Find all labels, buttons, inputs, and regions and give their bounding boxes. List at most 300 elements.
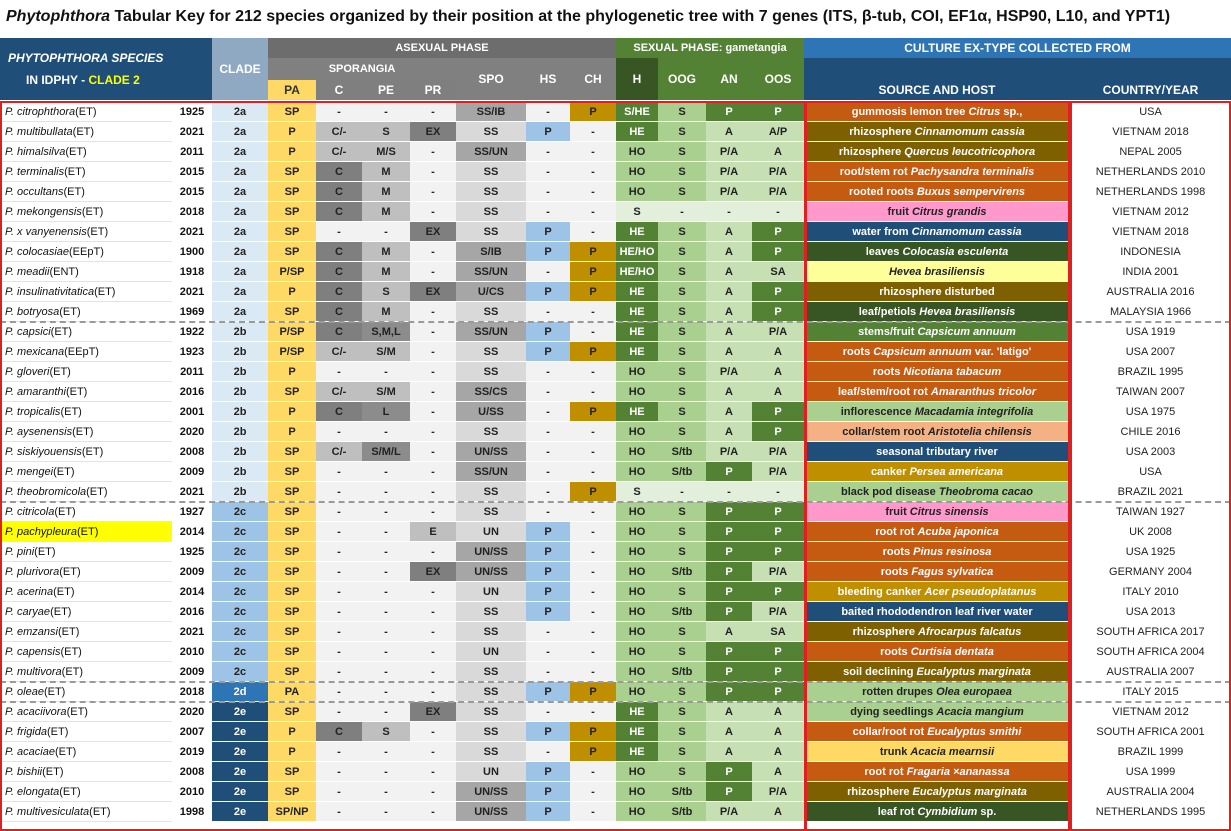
c-cell: - — [316, 222, 362, 241]
source-host — [806, 182, 1068, 201]
type-tag: (ET) — [54, 505, 76, 518]
source-host — [806, 302, 1068, 321]
year: 2016 — [172, 382, 212, 401]
c-cell: - — [316, 662, 362, 681]
pa-cell: P — [268, 122, 316, 141]
pr-cell: - — [410, 242, 456, 261]
source-host — [806, 482, 1068, 501]
oos-cell: P/A — [752, 782, 804, 801]
spo-cell: SS — [456, 202, 526, 221]
year: 2010 — [172, 782, 212, 801]
spo-cell: SS — [456, 342, 526, 361]
pe-cell: M — [362, 182, 410, 201]
h-cell: HE — [616, 342, 658, 361]
species-binomial: P. mengei — [5, 465, 54, 478]
type-tag: (ET) — [58, 625, 80, 638]
header-culture: CULTURE EX-TYPE COLLECTED FROM — [804, 38, 1231, 58]
spo-cell: UN/SS — [456, 442, 526, 461]
pa-cell: P/SP — [268, 322, 316, 341]
host-name: Buxus sempervirens — [916, 185, 1026, 198]
source-text: inflorescence — [840, 405, 915, 418]
pe-cell: - — [362, 522, 410, 541]
type-tag: (ET) — [89, 805, 111, 818]
country-year: CHILE 2016 — [1072, 422, 1229, 441]
pa-cell: SP — [268, 502, 316, 521]
pe-cell: S/M — [362, 342, 410, 361]
species-binomial: P. gloveri — [5, 365, 50, 378]
hs-cell: - — [526, 382, 570, 401]
oog-cell: S — [658, 322, 706, 341]
clade-cell: 2b — [212, 382, 268, 401]
host-name: Citrus grandis — [911, 205, 987, 218]
pe-cell: - — [362, 622, 410, 641]
an-cell: A — [706, 622, 752, 641]
type-tag: (ET) — [81, 445, 104, 458]
host-name: Acer pseudoplatanus — [924, 585, 1037, 598]
pe-cell: L — [362, 402, 410, 421]
ch-cell: - — [570, 122, 616, 141]
year: 1922 — [172, 322, 212, 341]
hs-cell: P — [526, 602, 570, 621]
country-year: VIETNAM 2018 — [1072, 222, 1229, 241]
year: 2020 — [172, 702, 212, 721]
hs-cell: - — [526, 642, 570, 661]
host-name: Olea europaea — [936, 685, 1012, 698]
type-tag: (EEpT) — [64, 345, 99, 358]
host-name: Macadamia integrifolia — [914, 405, 1034, 418]
pa-cell: P — [268, 142, 316, 161]
year: 1925 — [172, 542, 212, 561]
species-binomial: P. himalsilva — [5, 145, 66, 158]
spo-cell: UN — [456, 762, 526, 781]
c-cell: C — [316, 402, 362, 421]
type-tag: (ET) — [42, 765, 64, 778]
year: 2021 — [172, 222, 212, 241]
year: 2009 — [172, 462, 212, 481]
species-binomial: P. pini — [5, 545, 35, 558]
source-host — [806, 222, 1068, 241]
source-text: rhizosphere — [838, 145, 905, 158]
species-binomial: P. emzansi — [5, 625, 58, 638]
year: 2001 — [172, 402, 212, 421]
pr-cell: - — [410, 442, 456, 461]
species-binomial: P. plurivora — [5, 565, 60, 578]
h-cell: HO — [616, 542, 658, 561]
year: 1900 — [172, 242, 212, 261]
year: 2008 — [172, 762, 212, 781]
pr-cell: - — [410, 682, 456, 701]
oog-cell: S/tb — [658, 442, 706, 461]
oog-cell: S/tb — [658, 782, 706, 801]
h-cell: HO — [616, 762, 658, 781]
source-host — [806, 262, 1068, 281]
c-cell: - — [316, 482, 362, 501]
pa-cell: SP — [268, 222, 316, 241]
source-host — [806, 542, 1068, 561]
country-year: SOUTH AFRICA 2004 — [1072, 642, 1229, 661]
pr-cell: - — [410, 342, 456, 361]
pr-cell: - — [410, 382, 456, 401]
oos-cell: P — [752, 682, 804, 701]
header-species — [0, 38, 212, 100]
an-cell: A — [706, 702, 752, 721]
hs-cell: P — [526, 762, 570, 781]
ch-cell: - — [570, 762, 616, 781]
oog-cell: S — [658, 702, 706, 721]
pa-cell: SP — [268, 522, 316, 541]
source-text: fruit — [887, 205, 912, 218]
oog-cell: S/tb — [658, 662, 706, 681]
hs-cell: - — [526, 622, 570, 641]
clade-cell: 2b — [212, 342, 268, 361]
species-name — [0, 522, 172, 541]
year: 2019 — [172, 742, 212, 761]
an-cell: P — [706, 102, 752, 121]
type-tag: (ET) — [72, 425, 94, 438]
source-text: bleeding canker — [837, 585, 925, 598]
clade-cell: 2c — [212, 642, 268, 661]
source-host — [806, 682, 1068, 701]
pe-cell: - — [362, 802, 410, 821]
h-cell: HO — [616, 662, 658, 681]
type-tag: (ET) — [43, 685, 66, 698]
c-cell: C — [316, 322, 362, 341]
country-year: INDONESIA — [1072, 242, 1229, 261]
an-cell: P — [706, 642, 752, 661]
header-species-line1: PHYTOPHTHORA SPECIES — [8, 51, 164, 65]
species-binomial: P. caryae — [5, 605, 51, 618]
h-cell: HO — [616, 502, 658, 521]
host-name: Hevea brasiliensis — [888, 265, 985, 278]
clade-cell: 2a — [212, 222, 268, 241]
spo-cell: SS/UN — [456, 142, 526, 161]
pe-cell: - — [362, 422, 410, 441]
spo-cell: SS — [456, 362, 526, 381]
source-text: rooted roots — [848, 185, 917, 198]
source-host — [806, 342, 1068, 361]
oog-cell: S — [658, 522, 706, 541]
source-text: gummosis lemon tree — [851, 105, 969, 118]
pa-cell: SP — [268, 302, 316, 321]
h-cell: HO — [616, 162, 658, 181]
oog-cell: S — [658, 142, 706, 161]
clade-cell: 2a — [212, 282, 268, 301]
oog-cell: S — [658, 242, 706, 261]
source-text: fruit — [885, 505, 910, 518]
oos-cell: A — [752, 362, 804, 381]
spo-cell: SS — [456, 622, 526, 641]
source-text: collar/root rot — [852, 725, 928, 738]
year: 2009 — [172, 662, 212, 681]
species-binomial: P. meadii — [5, 265, 50, 278]
source-host — [806, 742, 1068, 761]
clade-cell: 2a — [212, 182, 268, 201]
ch-cell: - — [570, 562, 616, 581]
species-binomial: P. tropicalis — [5, 405, 61, 418]
ch-cell: - — [570, 702, 616, 721]
year: 2021 — [172, 282, 212, 301]
species-name — [0, 582, 172, 601]
oog-cell: S — [658, 762, 706, 781]
hs-cell: - — [526, 422, 570, 441]
source-host — [806, 642, 1068, 661]
source-host — [806, 622, 1068, 641]
h-cell: S/HE — [616, 102, 658, 121]
ch-cell: P — [570, 482, 616, 501]
clade-cell: 2e — [212, 702, 268, 721]
pr-cell: - — [410, 402, 456, 421]
spo-cell: SS — [456, 122, 526, 141]
country-year: INDIA 2001 — [1072, 262, 1229, 281]
species-name — [0, 622, 172, 641]
hs-cell: P — [526, 242, 570, 261]
an-cell: A — [706, 742, 752, 761]
hs-cell: P — [526, 322, 570, 341]
oos-cell: P/A — [752, 322, 804, 341]
oos-cell: P — [752, 222, 804, 241]
year: 1923 — [172, 342, 212, 361]
c-cell: - — [316, 762, 362, 781]
country-year: ITALY 2015 — [1072, 682, 1229, 701]
oos-cell: SA — [752, 262, 804, 281]
clade-cell: 2a — [212, 102, 268, 121]
species-name — [0, 562, 172, 581]
species-binomial: P. amaranthi — [5, 385, 66, 398]
ch-cell: - — [570, 662, 616, 681]
species-name — [0, 162, 172, 181]
species-binomial: P. elongata — [5, 785, 60, 798]
pe-cell: S — [362, 722, 410, 741]
source-host — [806, 502, 1068, 521]
pe-cell: M/S — [362, 142, 410, 161]
country-year: MALAYSIA 1966 — [1072, 302, 1229, 321]
host-name: Theobroma cacao — [938, 485, 1033, 498]
an-cell: A — [706, 282, 752, 301]
oos-cell: P — [752, 402, 804, 421]
oos-cell: P — [752, 102, 804, 121]
species-name — [0, 222, 172, 241]
pr-cell: - — [410, 642, 456, 661]
hs-cell: P — [526, 522, 570, 541]
source-text: roots — [842, 345, 874, 358]
source-text: roots — [872, 365, 904, 378]
type-tag: (ET) — [76, 525, 99, 538]
hs-cell: P — [526, 682, 570, 701]
oos-cell: A — [752, 802, 804, 821]
pr-cell: - — [410, 162, 456, 181]
oos-cell: P/A — [752, 162, 804, 181]
host-name: Citrus sinensis — [909, 505, 989, 518]
country-year: USA — [1072, 462, 1229, 481]
spo-cell: SS/CS — [456, 382, 526, 401]
year: 2014 — [172, 582, 212, 601]
species-name — [0, 102, 172, 121]
c-cell: - — [316, 642, 362, 661]
h-cell: HE — [616, 322, 658, 341]
pa-cell: SP — [268, 562, 316, 581]
country-year: USA 1919 — [1072, 322, 1229, 341]
pa-cell: P — [268, 742, 316, 761]
source-text: leaf/stem/root rot — [837, 385, 931, 398]
source-text: black pod disease — [841, 485, 939, 498]
c-cell: - — [316, 542, 362, 561]
source-host — [806, 362, 1068, 381]
h-cell: HO — [616, 682, 658, 701]
source-text: rhizosphere — [852, 625, 919, 638]
ch-cell: P — [570, 742, 616, 761]
pe-cell: S — [362, 122, 410, 141]
spo-cell: U/SS — [456, 402, 526, 421]
c-cell: C/- — [316, 122, 362, 141]
spo-cell: SS — [456, 702, 526, 721]
c-cell: C — [316, 282, 362, 301]
oos-cell: - — [752, 482, 804, 501]
oos-cell: P — [752, 242, 804, 261]
source-host — [806, 382, 1068, 401]
an-cell: P — [706, 582, 752, 601]
species-name — [0, 662, 172, 681]
species-name — [0, 362, 172, 381]
pe-cell: - — [362, 222, 410, 241]
pa-cell: P — [268, 722, 316, 741]
species-name — [0, 802, 172, 821]
an-cell: P — [706, 782, 752, 801]
pr-cell: - — [410, 302, 456, 321]
pa-cell: P — [268, 362, 316, 381]
c-cell: - — [316, 362, 362, 381]
host-name: Acacia mearnsii — [910, 745, 995, 758]
species-name — [0, 262, 172, 281]
c-cell: C/- — [316, 382, 362, 401]
type-tag: (ET) — [61, 665, 84, 678]
clade-cell: 2d — [212, 682, 268, 701]
an-cell: A — [706, 222, 752, 241]
ch-cell: - — [570, 522, 616, 541]
oog-cell: S/tb — [658, 462, 706, 481]
species-binomial: P. capensis — [5, 645, 61, 658]
ch-cell: - — [570, 442, 616, 461]
source-text: root rot — [864, 765, 907, 778]
spo-cell: SS — [456, 682, 526, 701]
c-cell: - — [316, 582, 362, 601]
c-cell: - — [316, 562, 362, 581]
oos-cell: A — [752, 342, 804, 361]
spo-cell: SS — [456, 502, 526, 521]
pa-cell: PA — [268, 682, 316, 701]
oog-cell: S — [658, 282, 706, 301]
type-tag: (ET) — [66, 705, 88, 718]
pa-cell: SP — [268, 482, 316, 501]
pr-cell: - — [410, 722, 456, 741]
hs-cell: - — [526, 482, 570, 501]
pr-cell: EX — [410, 702, 456, 721]
source-text: seasonal tributary river — [876, 445, 998, 458]
oos-cell: P — [752, 582, 804, 601]
source-text: roots — [880, 645, 911, 658]
country-year: USA 2007 — [1072, 342, 1229, 361]
year: 2018 — [172, 682, 212, 701]
species-binomial: P. mexicana — [5, 345, 65, 358]
pa-cell: SP — [268, 762, 316, 781]
pe-cell: S/M — [362, 382, 410, 401]
header-c: C — [316, 80, 362, 100]
species-binomial: P. terminalis — [5, 165, 65, 178]
pe-cell: - — [362, 482, 410, 501]
species-name — [0, 762, 172, 781]
row-divider — [0, 821, 172, 822]
pr-cell: - — [410, 742, 456, 761]
country-year: USA 2013 — [1072, 602, 1229, 621]
pe-cell: - — [362, 462, 410, 481]
year: 1998 — [172, 802, 212, 821]
pe-cell: - — [362, 102, 410, 121]
an-cell: A — [706, 322, 752, 341]
species-name — [0, 422, 172, 441]
species-binomial: P. citrophthora — [5, 105, 76, 118]
oos-cell: A — [752, 702, 804, 721]
hs-cell: - — [526, 442, 570, 461]
clade-cell: 2b — [212, 362, 268, 381]
pa-cell: SP — [268, 182, 316, 201]
pa-cell: SP — [268, 642, 316, 661]
an-cell: P/A — [706, 142, 752, 161]
pe-cell: - — [362, 582, 410, 601]
spo-cell: SS — [456, 602, 526, 621]
oog-cell: S — [658, 582, 706, 601]
species-binomial: P. mekongensis — [5, 205, 82, 218]
ch-cell: P — [570, 282, 616, 301]
source-text: trunk — [879, 745, 911, 758]
oog-cell: S — [658, 302, 706, 321]
pr-cell: EX — [410, 222, 456, 241]
source-host — [806, 282, 1068, 301]
an-cell: A — [706, 422, 752, 441]
country-year: AUSTRALIA 2007 — [1072, 662, 1229, 681]
clade-cell: 2c — [212, 502, 268, 521]
type-tag: (ET) — [47, 725, 69, 738]
host-name: Colocasia esculenta — [902, 245, 1009, 258]
source-text: leaf rot — [877, 805, 918, 818]
clade-cell: 2a — [212, 142, 268, 161]
host-name: Acuba japonica — [917, 525, 999, 538]
an-cell: A — [706, 342, 752, 361]
type-tag: (ET) — [34, 545, 56, 558]
source-host — [806, 802, 1068, 821]
clade-cell: 2c — [212, 582, 268, 601]
ch-cell: - — [570, 162, 616, 181]
species-binomial: P. citricola — [5, 505, 55, 518]
spo-cell: SS — [456, 222, 526, 241]
clade-cell: 2e — [212, 742, 268, 761]
country-year: SOUTH AFRICA 2001 — [1072, 722, 1229, 741]
h-cell: HO — [616, 622, 658, 641]
species-name — [0, 442, 172, 461]
pe-cell: M — [362, 202, 410, 221]
source-host — [806, 582, 1068, 601]
pr-cell: E — [410, 522, 456, 541]
hs-cell: - — [526, 662, 570, 681]
source-text: leaf/petiols — [858, 305, 920, 318]
country-year: TAIWAN 1927 — [1072, 502, 1229, 521]
oog-cell: S — [658, 362, 706, 381]
spo-cell: UN — [456, 582, 526, 601]
oos-cell: P/A — [752, 462, 804, 481]
country-year: NEPAL 2005 — [1072, 142, 1229, 161]
h-cell: HE — [616, 302, 658, 321]
source-suffix: var. 'latigo' — [971, 345, 1032, 358]
source-text: water from — [852, 225, 912, 238]
an-cell: P — [706, 602, 752, 621]
